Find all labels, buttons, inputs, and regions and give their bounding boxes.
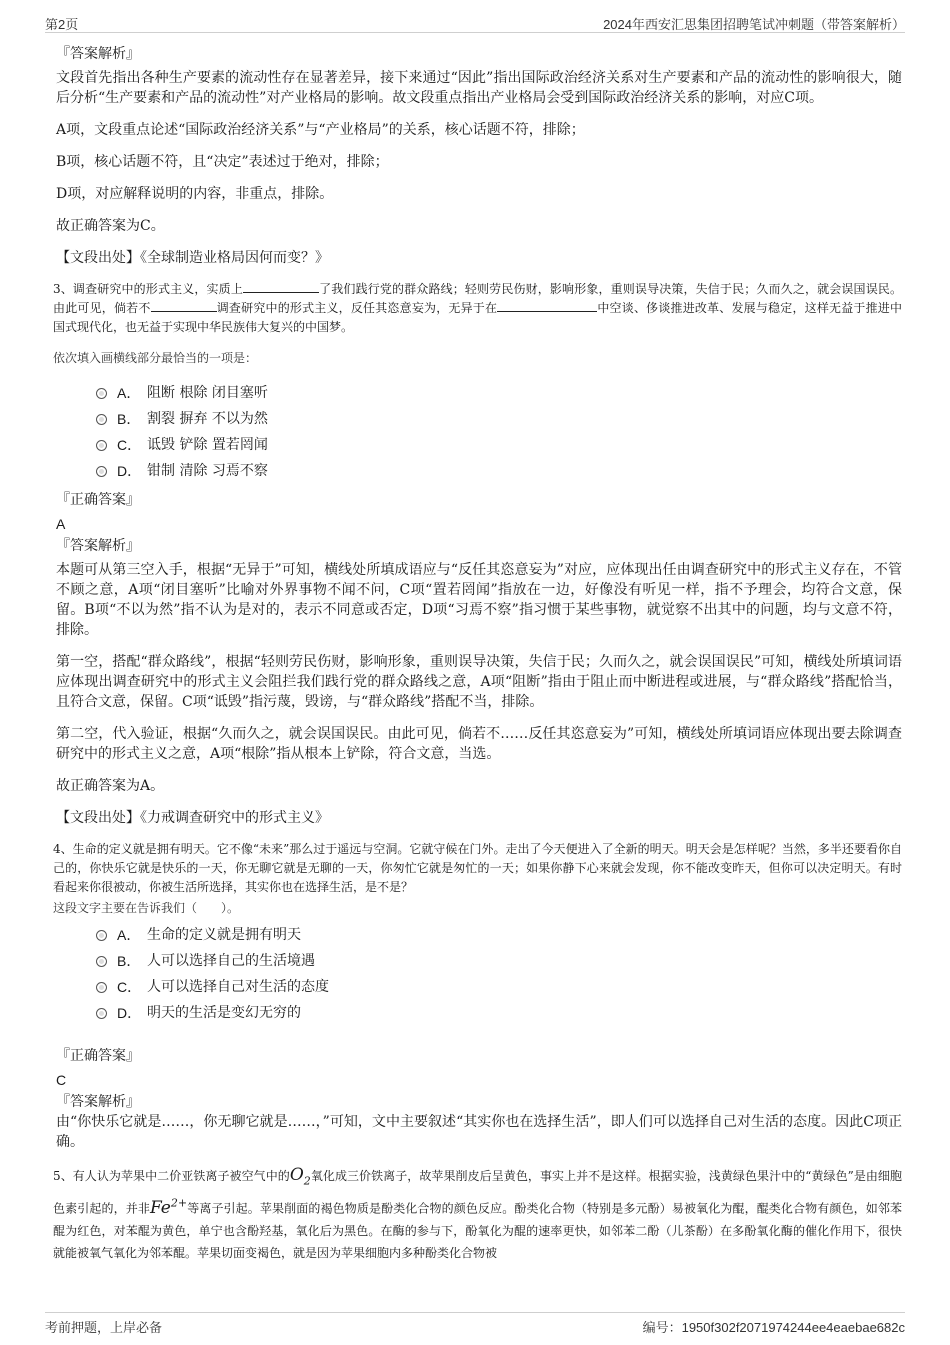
q5-stem: 5、有人认为苹果中二价亚铁离子被空气中的$O_2$氧化成三价铁离子，故苹果削皮后呈黄色，事实上并不是这样。根据实验，浅黄绿色果汁中的“黄绿色”是由细胞色素引起的，并非$Fe^{2+}$等离子引起。苹果削面的褐色物质是酚类化合物的颜色反应。酚类化合物（特别是多元酚）易被氧化为醌，醌类化合物有颜色，如邻苯醌为红色，对苯醌为黄色，单宁也含酚羟基，氧化后为黑色。在酶的参与下，酚氧化为醌的速率更快，如邻苯二酚（儿茶酚）在多酚氧化酶的催化作用下，很快就能被氧气氧化为邻苯醌。苹果切面变褐色，就是因为苹果细胞内多种酚类化合物被 bbox=[53, 1165, 902, 1261]
q3-stem: 3、调查研究中的形式主义，实质上 了我们践行党的群众路线；轻则劳民伤财，影响形象，重则误导决策，失信于民；久而久之，就会误国误民。由此可见，倘若不 调查研究中的形式主义，反任其恣意妄为，无异于在 中空谈、侈谈推进改革、发展与稳定，这样无益于推进中国式现代化，也无益于实现中华民族伟大复兴的中国梦。 bbox=[53, 282, 902, 334]
q2-jiexi-para: B项，核心话题不符，且“决定”表述过于绝对，排除； bbox=[56, 154, 389, 170]
radio-button[interactable] bbox=[96, 982, 107, 993]
option-d[interactable]: D． 明天的生活是变幻无穷的 bbox=[96, 1000, 902, 1026]
option-c[interactable]: C． 诋毁 铲除 置若罔闻 bbox=[96, 432, 902, 458]
fill-blank bbox=[151, 299, 217, 312]
q4-options bbox=[96, 922, 902, 1026]
q2-jiexi-para: 文段首先指出各种生产要素的流动性存在显著差异，接下来通过“因此”指出国际政治经济关系对生产要素和产品的流动性的影响很大，随后分析“生产要素和产品的流动性”对产业格局的影响。故文段重点指出产业格局会受到国际政治经济关系的影响，对应C项。 bbox=[56, 70, 902, 106]
fill-blank bbox=[243, 280, 319, 293]
q3-answer-label: 『正确答案』 bbox=[56, 492, 140, 508]
footer-slogan: 考前押题，上岸必备 bbox=[45, 1320, 163, 1335]
option-a[interactable]: A． 阻断 根除 闭目塞听 bbox=[96, 380, 902, 406]
radio-button[interactable] bbox=[96, 930, 107, 941]
q3-answer: A bbox=[56, 516, 66, 532]
q3-options bbox=[96, 380, 902, 484]
page-content bbox=[53, 44, 902, 1276]
radio-button[interactable] bbox=[96, 414, 107, 425]
option-a[interactable]: A． 生命的定义就是拥有明天 bbox=[96, 922, 902, 948]
option-b[interactable]: B． 割裂 摒弃 不以为然 bbox=[96, 406, 902, 432]
document-title: 2024年西安汇思集团招聘笔试冲刺题（带答案解析） bbox=[603, 17, 905, 32]
q2-source: 【文段出处】《全球制造业格局因何而变？》 bbox=[56, 250, 329, 266]
q3-prompt: 依次填入画横线部分最恰当的一项是： bbox=[53, 351, 258, 365]
option-c[interactable]: C． 人可以选择自己对生活的态度 bbox=[96, 974, 902, 1000]
formula-o2: $O_2$ bbox=[289, 1165, 311, 1188]
q2-jiexi-para: 故正确答案为C。 bbox=[56, 218, 165, 234]
q3-jiexi-para: 第一空，搭配“群众路线”，根据“轻则劳民伤财，影响形象，重则误导决策，失信于民；久而久之，就会误国误民”可知，横线处所填词语应体现出调查研究中的形式主义会阻拦我们践行党的群众路线之意，A项“阻断”指由于阻止而中断进程或进展，与“群众路线”搭配恰当，且符合文意，保留。C项“诋毁”指污蔑，毁谤，与“群众路线”搭配不当，排除。 bbox=[56, 654, 902, 710]
q4-answer-label: 『正确答案』 bbox=[56, 1048, 140, 1064]
page-number: 第2页 bbox=[45, 17, 79, 32]
page-footer bbox=[45, 1312, 905, 1335]
document-code: 编号：1950f302f2071974244ee4eaebae682c bbox=[642, 1320, 905, 1335]
formula-fe2: $Fe^{2+}$ bbox=[149, 1196, 188, 1219]
radio-button[interactable] bbox=[96, 388, 107, 399]
q4-jiexi-para: 由“你快乐它就是……，你无聊它就是……，”可知，文中主要叙述“其实你也在选择生活”，即人们可以选择自己对生活的态度。因此C项正确。 bbox=[56, 1114, 902, 1150]
q3-jiexi-para: 故正确答案为A。 bbox=[56, 778, 165, 794]
q2-jiexi-para: D项，对应解释说明的内容，非重点，排除。 bbox=[56, 186, 334, 202]
q2-jiexi-label: 『答案解析』 bbox=[56, 46, 140, 62]
q4-jiexi-label: 『答案解析』 bbox=[56, 1094, 140, 1110]
option-d[interactable]: D． 钳制 清除 习焉不察 bbox=[96, 458, 902, 484]
page-header bbox=[45, 12, 905, 33]
q3-jiexi-label: 『答案解析』 bbox=[56, 538, 140, 554]
radio-button[interactable] bbox=[96, 956, 107, 967]
radio-button[interactable] bbox=[96, 466, 107, 477]
q4-answer: C bbox=[56, 1072, 67, 1088]
q2-jiexi-para: A项，文段重点论述“国际政治经济关系”与“产业格局”的关系，核心话题不符，排除； bbox=[56, 122, 585, 138]
radio-button[interactable] bbox=[96, 440, 107, 451]
q4-stem: 4、生命的定义就是拥有明天。它不像“未来”那么过于遥远与空洞。它就守候在门外。走出了今天便进入了全新的明天。明天会是怎样呢？当然，多半还要看你自己的，你快乐它就是快乐的一天，你无聊它就是无聊的一天，你匆忙它就是匆忙的一天；如果你静下心来就会发现，你不能改变昨天，但你可以决定明天。有时看起来你很被动，你被生活所选择，其实你也在选择生活，是不是？ bbox=[53, 842, 902, 894]
option-b[interactable]: B． 人可以选择自己的生活境遇 bbox=[96, 948, 902, 974]
fill-blank bbox=[497, 299, 597, 312]
radio-button[interactable] bbox=[96, 1008, 107, 1019]
q4-prompt: 这段文字主要在告诉我们（ ）。 bbox=[53, 901, 240, 915]
q3-source: 【文段出处】《力戒调查研究中的形式主义》 bbox=[56, 810, 329, 826]
q3-jiexi-para: 第二空，代入验证，根据“久而久之，就会误国误民。由此可见，倘若不……反任其恣意妄为”可知，横线处所填词语应体现出要去除调查研究中的形式主义之意，A项“根除”指从根本上铲除，符合文意，当选。 bbox=[56, 726, 902, 762]
q3-jiexi-para: 本题可从第三空入手，根据“无异于”可知，横线处所填成语应与“反任其恣意妄为”对应，应体现出任由调查研究中的形式主义存在，不管不顾之意，A项“闭目塞听”比喻对外界事物不闻不问，C项“置若罔闻”指放在一边，好像没有听见一样，指不予理会，均符合文意，保留。B项“不以为然”指不认为是对的，表示不同意或否定，D项“习焉不察”指习惯于某些事物，就觉察不出其中的问题，均与文意不符，排除。 bbox=[56, 562, 902, 638]
